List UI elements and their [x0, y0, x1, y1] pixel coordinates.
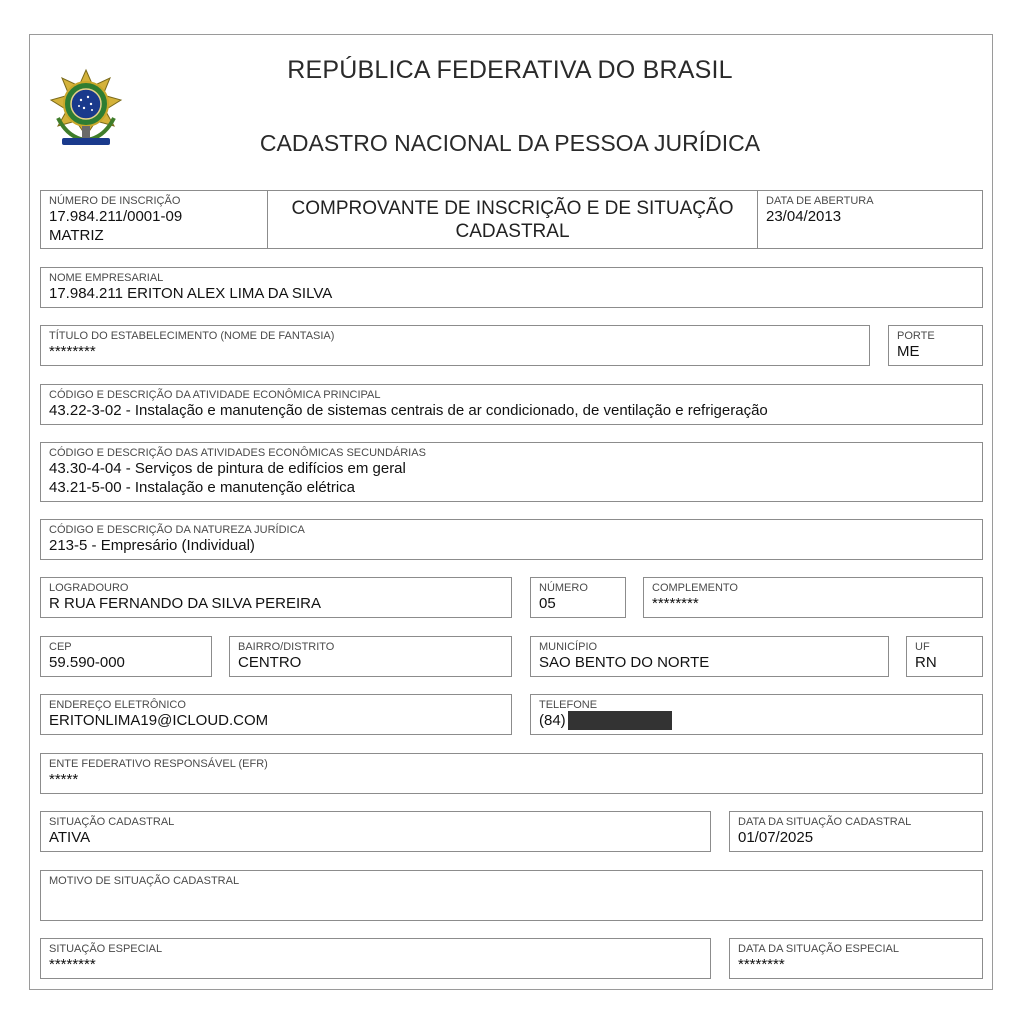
data-situacao-especial-box	[729, 938, 983, 979]
efr-box	[40, 753, 983, 794]
nome-empresarial-label: NOME EMPRESARIAL	[49, 272, 164, 284]
natureza-value: 213-5 - Empresário (Individual)	[49, 537, 255, 554]
efr-value: *****	[49, 771, 79, 788]
uf-label: UF	[915, 641, 930, 653]
numero-box	[530, 577, 626, 618]
situacao-especial-label: SITUAÇÃO ESPECIAL	[49, 943, 163, 955]
motivo-box	[40, 870, 983, 921]
situacao-label: SITUAÇÃO CADASTRAL	[49, 816, 175, 828]
numero-label: NÚMERO	[539, 582, 588, 594]
atividade-principal-box	[40, 384, 983, 425]
email-box	[40, 694, 512, 735]
motivo-label: MOTIVO DE SITUAÇÃO CADASTRAL	[49, 875, 240, 887]
natureza-label: CÓDIGO E DESCRIÇÃO DA NATUREZA JURÍDICA	[49, 524, 305, 536]
bairro-label: BAIRRO/DISTRITO	[238, 641, 335, 653]
telefone-value: (84)	[539, 712, 566, 729]
telefone-box	[530, 694, 983, 735]
titulo-label: TÍTULO DO ESTABELECIMENTO (NOME DE FANTASIA)	[49, 330, 335, 342]
page-subtitle: CADASTRO NACIONAL DA PESSOA JURÍDICA	[259, 130, 761, 156]
email-value: ERITONLIMA19@ICLOUD.COM	[49, 712, 269, 729]
bairro-box	[229, 636, 512, 677]
redaction-bar	[568, 711, 672, 730]
comprovante-title: COMPROVANTE DE INSCRIÇÃO E DE SITUAÇÃO CADASTRAL	[291, 197, 734, 242]
uf-box	[906, 636, 983, 677]
nome-empresarial-box	[40, 267, 983, 308]
complemento-value: ********	[652, 595, 699, 612]
numero-value: 05	[539, 595, 556, 612]
data-situacao-box	[729, 811, 983, 852]
porte-value: ME	[897, 343, 920, 360]
data-situacao-value: 01/07/2025	[738, 829, 814, 846]
cep-value: 59.590-000	[49, 654, 125, 671]
abertura-box	[757, 190, 983, 249]
complemento-box	[643, 577, 983, 618]
inscricao-numero: 17.984.211/0001-09	[49, 208, 183, 225]
inscricao-label: NÚMERO DE INSCRIÇÃO	[49, 195, 181, 207]
telefone-label: TELEFONE	[539, 699, 598, 711]
uf-value: RN	[915, 654, 937, 671]
situacao-especial-value: ********	[49, 956, 96, 973]
data-situacao-especial-label: DATA DA SITUAÇÃO ESPECIAL	[738, 943, 899, 955]
abertura-label: DATA DE ABERTURA	[766, 195, 874, 207]
atividade-secundaria-item: 43.21-5-00 - Instalação e manutenção elétrica	[49, 479, 356, 496]
logradouro-label: LOGRADOURO	[49, 582, 129, 594]
inscricao-box	[40, 190, 268, 249]
atividades-secundarias-label: CÓDIGO E DESCRIÇÃO DAS ATIVIDADES ECONÔMICAS SECUNDÁRIAS	[49, 447, 426, 459]
comprovante-title-box	[267, 190, 758, 249]
data-situacao-label: DATA DA SITUAÇÃO CADASTRAL	[738, 816, 912, 828]
nome-empresarial-value: 17.984.211 ERITON ALEX LIMA DA SILVA	[49, 285, 333, 302]
cep-box	[40, 636, 212, 677]
situacao-especial-box	[40, 938, 711, 979]
cep-label: CEP	[49, 641, 72, 653]
logradouro-value: R RUA FERNANDO DA SILVA PEREIRA	[49, 595, 322, 612]
titulo-box	[40, 325, 870, 366]
natureza-box	[40, 519, 983, 560]
situacao-value: ATIVA	[49, 829, 91, 846]
complemento-label: COMPLEMENTO	[652, 582, 738, 594]
situacao-box	[40, 811, 711, 852]
bairro-value: CENTRO	[238, 654, 302, 671]
efr-label: ENTE FEDERATIVO RESPONSÁVEL (EFR)	[49, 758, 268, 770]
email-label: ENDEREÇO ELETRÔNICO	[49, 699, 186, 711]
titulo-value: ********	[49, 343, 96, 360]
municipio-label: MUNICÍPIO	[539, 641, 598, 653]
logradouro-box	[40, 577, 512, 618]
atividade-principal-label: CÓDIGO E DESCRIÇÃO DA ATIVIDADE ECONÔMICA PRINCIPAL	[49, 389, 381, 401]
brazil-coat-of-arms-icon	[48, 68, 124, 152]
municipio-value: SAO BENTO DO NORTE	[539, 654, 710, 671]
atividade-principal-value: 43.22-3-02 - Instalação e manutenção de sistemas centrais de ar condicionado, de ventilação e refrigeração	[49, 402, 768, 419]
abertura-value: 23/04/2013	[766, 208, 842, 225]
atividades-secundarias-box	[40, 442, 983, 502]
municipio-box	[530, 636, 889, 677]
porte-label: PORTE	[897, 330, 935, 342]
page-title: REPÚBLICA FEDERATIVA DO BRASIL	[287, 56, 733, 84]
data-situacao-especial-value: ********	[738, 956, 785, 973]
porte-box	[888, 325, 983, 366]
atividade-secundaria-item: 43.30-4-04 - Serviços de pintura de edifícios em geral	[49, 460, 406, 477]
inscricao-tipo: MATRIZ	[49, 227, 104, 244]
